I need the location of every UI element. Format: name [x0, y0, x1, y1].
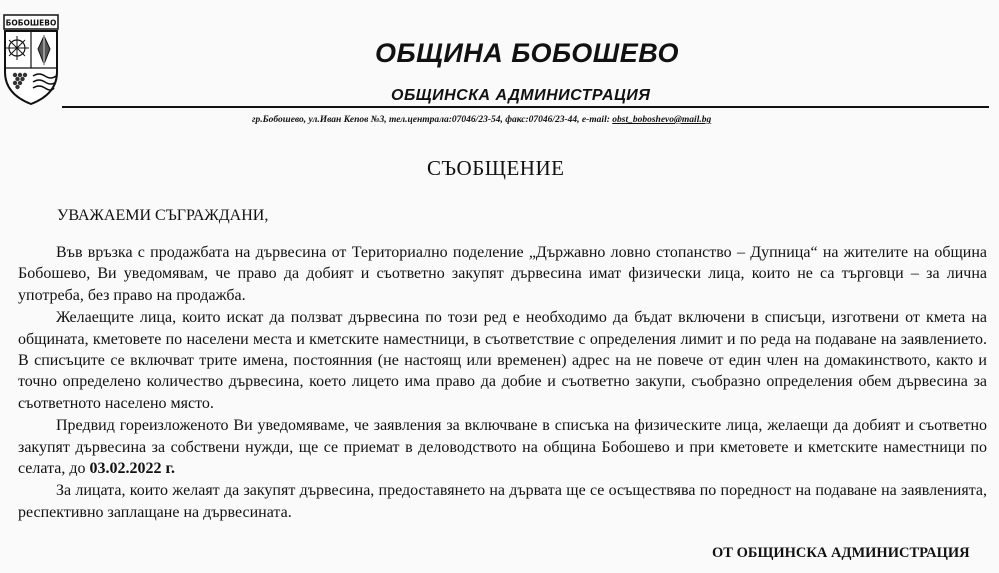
header-divider — [62, 106, 989, 108]
signature: ОТ ОБЩИНСКА АДМИНИСТРАЦИЯ — [712, 545, 970, 561]
contact-details: гр.Бобошево, ул.Иван Кепов №3, тел.централа:07046/23-54, факс:07046/23-44, e-mail: — [252, 115, 613, 125]
crest-label: БОБОШЕВО — [5, 18, 57, 28]
salutation: УВАЖАЕМИ СЪГРАЖДАНИ, — [57, 207, 269, 224]
email-link[interactable]: obst_boboshevo@mail.bg — [612, 115, 712, 125]
paragraph-1: Във връзка с продажбата на дървесина от Териториално поделение „Държавно ловно стопанство – Дупница“ на жителите на община Бобошево, Ви уведомявам, че право да добият и съответно закупят дървесина имат физически лица, които не са търговци – за лична употреба, без право на продажба. — [18, 244, 987, 304]
paragraph-3-text: Предвид гореизложеното Ви уведомяваме, че заявления за включване в списъка на физическите лица, желаещи да добият и съответно закупят дървесина за собствени нужди, ще се приемат в деловодството на община Бобошево и при кметовете и кметските наместници по селата, до — [18, 417, 987, 478]
document-title: СЪОБЩЕНИЕ — [427, 156, 565, 180]
municipal-crest — [2, 14, 60, 106]
municipality-title: ОБЩИНА БОБОШЕВО — [375, 38, 680, 68]
administration-subtitle: ОБЩИНСКА АДМИНИСТРАЦИЯ — [391, 87, 651, 104]
paragraph-4: За лицата, които желаят да закупят дървесина, предоставянето на дървата ще се осъществява по поредност на подаване на заявленията, респективно заплащане на дървесината. — [18, 482, 987, 521]
paragraph-2: Желаещите лица, които искат да ползват дървесина по този ред е необходимо да бъдат включени в списъци, изготвени от кмета на общината, кметовете по населени места и кметските наместници, в съответствие с определения лимит и по реда на подаване на заявлението. В списъците се включват трите имена, постоянния (не настоящ или временен) адрес на не повече от един член на домакинството, както и точно определено количество дървесина, което лицето има право да добие и съответно закупи, съобразно определения обем дървесина за съответното населено място. — [18, 309, 987, 412]
contact-line — [252, 115, 711, 125]
deadline-date: 03.02.2022 г. — [89, 460, 175, 478]
document-body — [18, 242, 987, 524]
paragraph-3 — [18, 415, 987, 479]
